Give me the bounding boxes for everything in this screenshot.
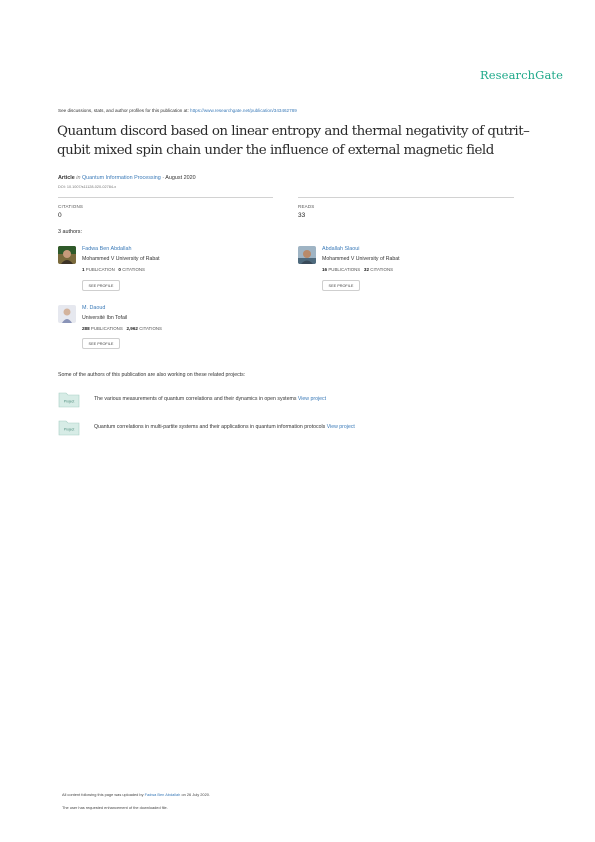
publication-url-link[interactable]: https://www.researchgate.net/publication/343462789 — [190, 108, 297, 113]
projects-heading: Some of the authors of this publication are also working on these related projects: — [58, 372, 246, 378]
author-institution[interactable]: Mohammed V University of Rabat — [82, 256, 160, 262]
upload-suffix: on 26 July 2020. — [181, 792, 210, 797]
article-info — [58, 175, 196, 181]
project-item — [94, 396, 326, 402]
author-stats — [82, 326, 162, 331]
author-citations-count: 0 — [118, 267, 121, 272]
upload-note — [62, 792, 210, 797]
project-title: The various measurements of quantum correlations and their dynamics in open systems — [94, 396, 297, 402]
enhancement-note: The user has requested enhancement of the downloaded file. — [62, 805, 168, 810]
project-item — [94, 424, 355, 430]
author-citations-count: 2,962 — [126, 326, 138, 331]
citations-value: 0 — [58, 212, 62, 219]
author-name[interactable]: M. Daoud — [82, 305, 106, 311]
publication-date: · August 2020 — [162, 175, 196, 181]
article-in: in — [76, 175, 81, 181]
project-icon-label: Project — [63, 427, 75, 432]
citations-label: CITATIONS — [58, 204, 84, 209]
see-profile-button[interactable]: SEE PROFILE — [82, 338, 120, 349]
see-profile-button[interactable]: SEE PROFILE — [322, 280, 360, 291]
citations-divider — [58, 197, 273, 198]
project-title: Quantum correlations in multi-partite systems and their applications in quantum information protocols — [94, 424, 326, 430]
discussion-line — [58, 108, 297, 113]
author-publications-count: 1 — [82, 267, 85, 272]
author-publications-label: PUBLICATION — [85, 267, 115, 272]
author-publications-label: PUBLICATIONS — [328, 267, 361, 272]
author-citations-label: CITATIONS — [122, 267, 145, 272]
see-profile-button[interactable]: SEE PROFILE — [82, 280, 120, 291]
discussion-text: See discussions, stats, and author profiles for this publication at: — [58, 108, 189, 113]
author-publications-label: PUBLICATIONS — [90, 326, 123, 331]
authors-count: 3 authors: — [58, 229, 82, 235]
article-type: Article — [58, 175, 75, 181]
avatar[interactable] — [58, 305, 76, 323]
project-folder-icon — [58, 418, 80, 436]
journal-link[interactable]: Quantum Information Processing — [81, 175, 161, 181]
reads-value: 33 — [298, 212, 306, 219]
uploader-link[interactable]: Fadwa Ben Abdallah — [144, 792, 181, 797]
view-project-link[interactable]: View project — [326, 424, 355, 430]
author-citations-label: CITATIONS — [370, 267, 394, 272]
avatar[interactable] — [58, 246, 76, 264]
doi: DOI: 10.1007/s11128-020-02784-x — [58, 185, 117, 189]
author-stats — [82, 267, 145, 272]
author-name[interactable]: Abdallah Slaoui — [322, 246, 360, 252]
author-institution[interactable]: Université Ibn Tofail — [82, 315, 128, 321]
author-institution[interactable]: Mohammed V University of Rabat — [322, 256, 400, 262]
upload-prefix: All content following this page was uploaded by — [62, 792, 144, 797]
reads-label: READS — [298, 204, 315, 209]
project-folder-icon — [58, 390, 80, 408]
author-name[interactable]: Fadwa Ben Abdallah — [82, 246, 132, 252]
researchgate-logo[interactable]: ResearchGate — [480, 68, 564, 82]
author-publications-count: 288 — [82, 326, 90, 331]
reads-divider — [298, 197, 514, 198]
publication-title: Quantum discord based on linear entropy and thermal negativity of qutrit–qubit mixed spin chain under the influence of external magnetic field — [57, 124, 530, 158]
author-citations-label: CITATIONS — [139, 326, 162, 331]
avatar[interactable] — [298, 246, 316, 264]
author-citations-count: 32 — [363, 267, 370, 272]
author-publications-count: 16 — [322, 267, 328, 272]
author-stats — [322, 267, 393, 272]
view-project-link[interactable]: View project — [297, 396, 327, 402]
project-icon-label: Project — [63, 399, 75, 404]
